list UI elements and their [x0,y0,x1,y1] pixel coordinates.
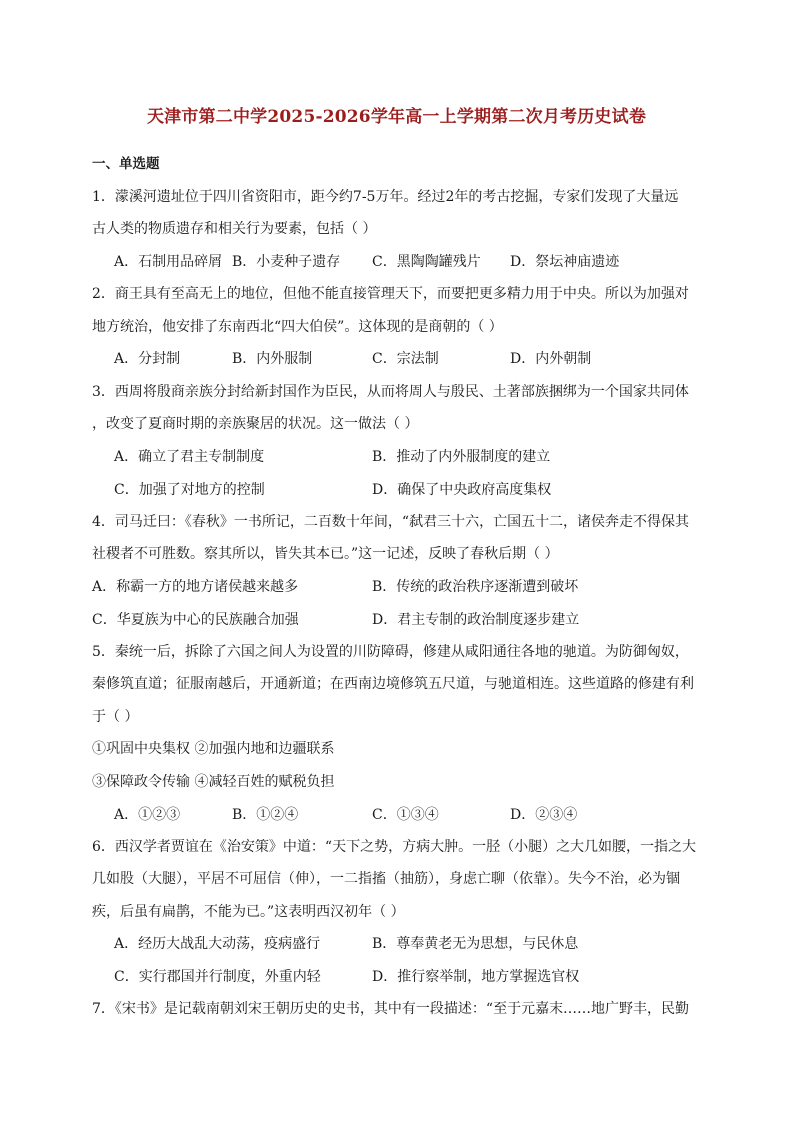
question-4-option-c: C．华夏族为中心的民族融合加强 [92,612,299,628]
question-4-option-a: A．称霸一方的地方诸侯越来越多 [92,579,299,595]
question-1-option-a: A．石制用品碎屑 [114,254,223,270]
section-heading: 一、单选题 [92,156,160,172]
question-5-line-1: 5．秦统一后，拆除了六国之间人为设置的川防障碍，修建从咸阳通往各地的驰道。为防御匈奴， [92,644,689,660]
question-1-line-2: 古人类的物质遗存和相关行为要素，包括（ ） [92,221,377,237]
question-1-option-c: C．黑陶陶罐残片 [372,254,481,270]
question-4-option-b: B．传统的政治秩序逐渐遭到破坏 [372,579,579,595]
question-2-option-d: D．内外朝制 [510,351,592,367]
question-6-line-1: 6．西汉学者贾谊在《治安策》中道：“天下之势，方病大肿。一胫（小腿）之大几如腰，一指之大 [92,839,697,855]
question-6-option-b: B．尊奉黄老无为思想，与民休息 [372,936,579,952]
question-3-line-1: 3．西周将殷商亲族分封给新封国作为臣民，从而将周人与殷民、土著部族捆绑为一个国家共同体 [92,384,689,400]
question-5-statement-1: ①巩固中央集权 ②加强内地和边疆联系 [92,741,335,757]
question-2-line-1: 2．商王具有至高无上的地位，但他不能直接管理天下，而要把更多精力用于中央。所以为加强对 [92,286,689,302]
question-5-line-3: 于（ ） [92,709,139,725]
question-1-line-1: 1．濛溪河遗址位于四川省资阳市，距今约7-5万年。经过2年的考古挖掘，专家们发现了大量远 [92,189,679,205]
question-3-option-c: C．加强了对地方的控制 [114,482,265,498]
question-1-option-b: B．小麦种子遗存 [232,254,341,270]
question-1-option-d: D．祭坛神庙遗迹 [510,254,620,270]
question-4-line-2: 社稷者不可胜数。察其所以，皆失其本已。”这一记述，反映了春秋后期（ ） [92,546,559,562]
question-5-option-b: B．①②④ [232,807,299,823]
question-6-option-a: A．经历大战乱大动荡，疫病盛行 [114,936,321,952]
question-6-option-d: D．推行察举制，地方掌握选官权 [372,969,580,985]
question-5-statement-2: ③保障政令传输 ④减轻百姓的赋税负担 [92,774,335,790]
question-2-option-a: A．分封制 [114,351,181,367]
question-5-option-d: D．②③④ [510,807,578,823]
question-3-option-a: A．确立了君主专制制度 [114,449,265,465]
question-3-line-2: ，改变了夏商时期的亲族聚居的状况。这一做法（ ） [92,416,419,432]
question-3-option-d: D．确保了中央政府高度集权 [372,482,552,498]
question-5-option-c: C．①③④ [372,807,439,823]
question-5-option-a: A．①②③ [114,807,181,823]
question-7-line-1: 7．《宋书》是记载南朝刘宋王朝历史的史书，其中有一段描述：“至于元嘉末……地广野丰，民勤 [92,1001,690,1017]
question-4-line-1: 4．司马迁曰：《春秋》一书所记，二百数十年间，“弑君三十六，亡国五十二，诸侯奔走不得保其 [92,514,690,530]
question-2-option-b: B．内外服制 [232,351,313,367]
question-4-option-d: D．君主专制的政治制度逐步建立 [372,612,580,628]
question-3-option-b: B．推动了内外服制度的建立 [372,449,551,465]
question-5-line-2: 秦修筑直道；征服南越后，开通新道；在西南边境修筑五尺道，与驰道相连。这些道路的修建有利 [92,676,694,692]
question-6-line-3: 疾，后虽有扁鹊，不能为已。”这表明西汉初年（ ） [92,904,405,920]
question-2-option-c: C．宗法制 [372,351,439,367]
exam-title: 天津市第二中学2025-2026学年高一上学期第二次月考历史试卷 [146,107,647,127]
question-6-line-2: 几如股（大腿），平居不可屈信（伸），一二指搐（抽筋），身虑亡聊（依靠）。失今不治，必为锢 [92,871,680,887]
question-6-option-c: C．实行郡国并行制度，外重内轻 [114,969,321,985]
question-2-line-2: 地方统治，他安排了东南西北“四大伯侯”。这体现的是商朝的（ ） [92,319,503,335]
